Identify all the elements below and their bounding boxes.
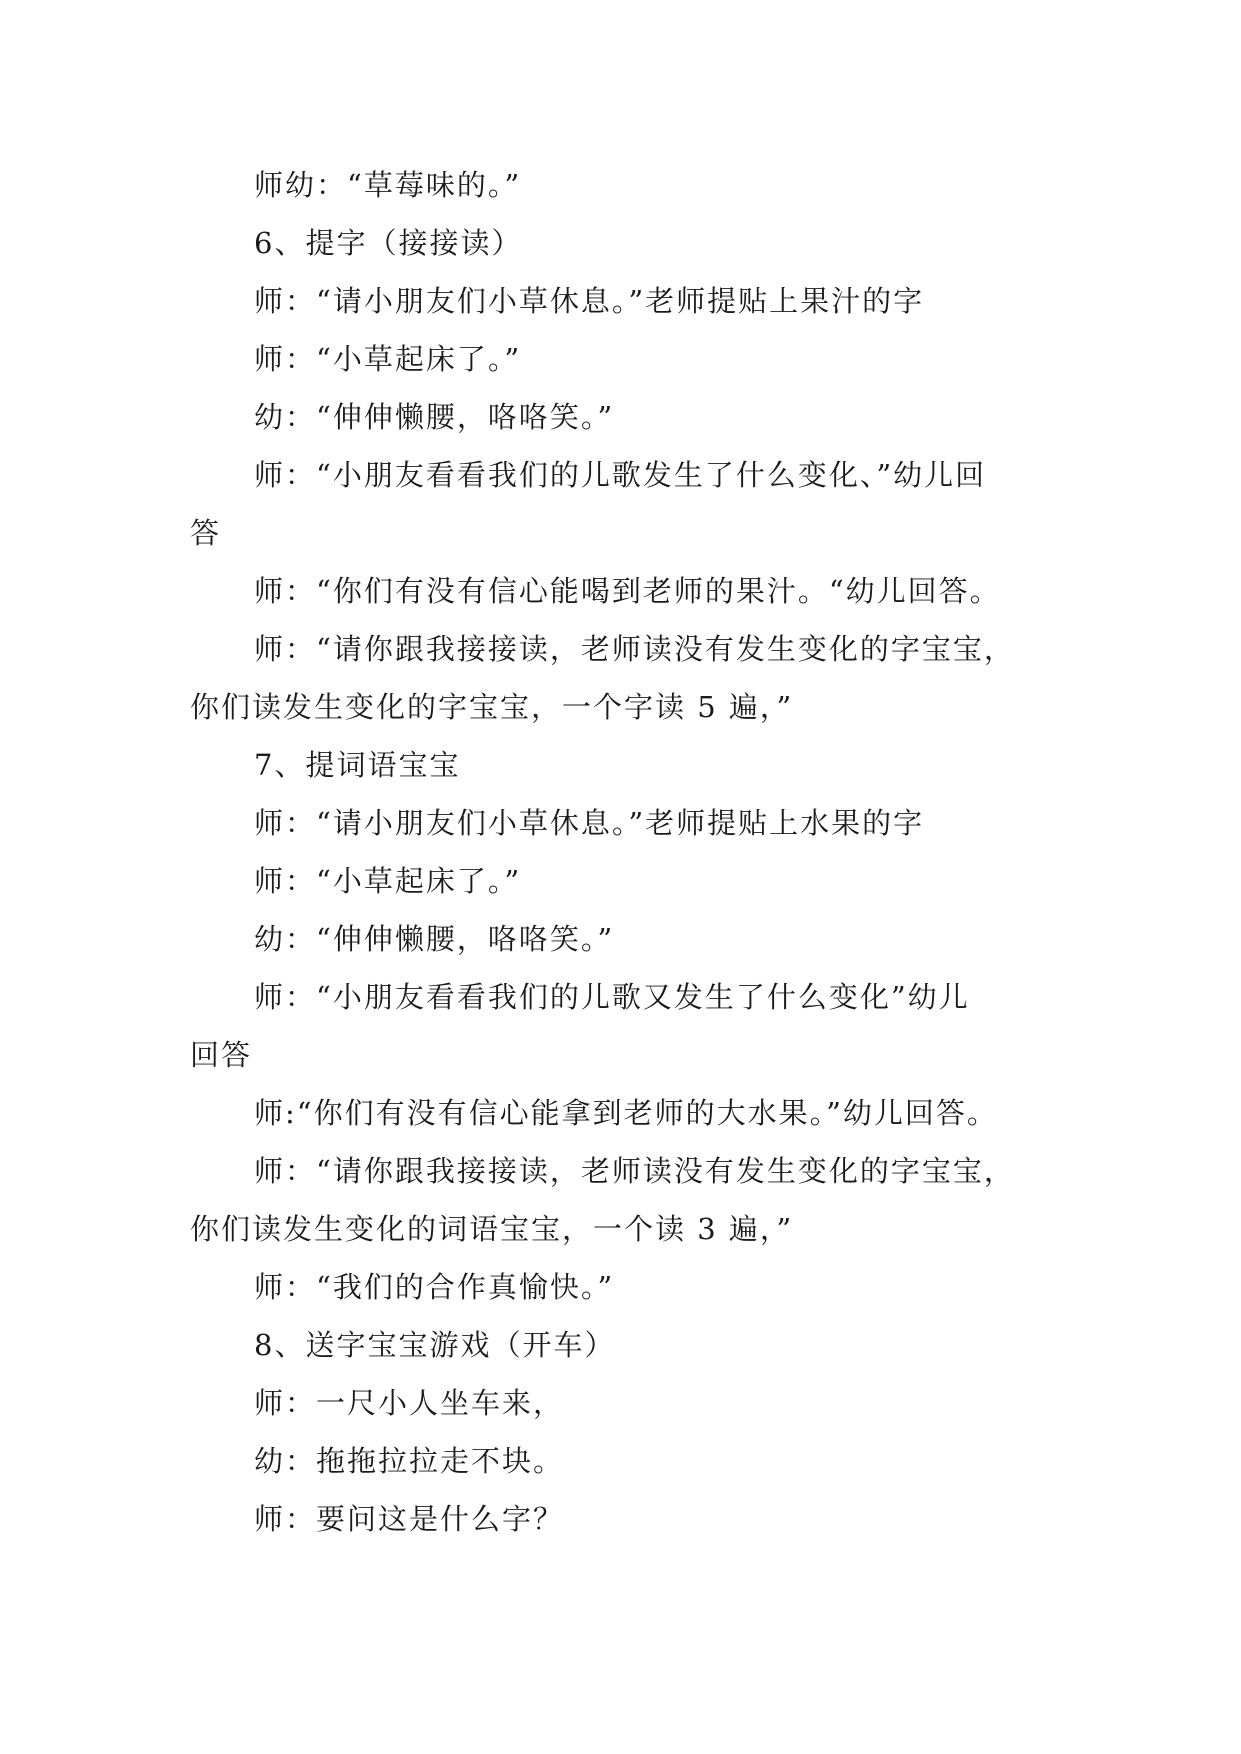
- paragraph-line: 师：一尺小人坐车来，: [254, 1386, 565, 1420]
- paragraph-line: 师：“小草起床了。”: [254, 864, 522, 898]
- section-heading-7: 7、提词语宝宝: [254, 748, 461, 782]
- paragraph-line: 师：“小朋友看看我们的儿歌又发生了什么变化”幼儿: [254, 980, 970, 1014]
- paragraph-line: 师幼：“草莓味的。”: [254, 168, 522, 202]
- paragraph-continuation: 回答: [190, 1038, 253, 1072]
- paragraph-continuation: 你们读发生变化的词语宝宝，一个读 3 遍，”: [190, 1212, 794, 1246]
- paragraph-line: 师：“请你跟我接接读，老师读没有发生变化的字宝宝，: [254, 1154, 1015, 1188]
- paragraph-line: 幼：“伸伸懒腰，咯咯笑。”: [254, 922, 615, 956]
- document-body: [190, 156, 1070, 1548]
- section-heading-8: 8、送字宝宝游戏（开车）: [254, 1328, 616, 1362]
- paragraph-continuation: 答: [190, 516, 222, 550]
- paragraph-line: 师：“请你跟我接接读，老师读没有发生变化的字宝宝，: [254, 632, 1015, 666]
- paragraph-line: 师：“小朋友看看我们的儿歌发生了什么变化、”幼儿回: [254, 458, 987, 492]
- paragraph-line: 师：“请小朋友们小草休息。”老师提贴上果汁的字: [254, 284, 925, 318]
- paragraph-line: 幼：“伸伸懒腰，咯咯笑。”: [254, 400, 615, 434]
- section-heading-6: 6、提字（接接读）: [254, 226, 523, 260]
- paragraph-continuation: 你们读发生变化的字宝宝，一个字读 5 遍，”: [190, 690, 794, 724]
- paragraph-line: 幼：拖拖拉拉走不块。: [254, 1444, 565, 1478]
- paragraph-line: 师：“请小朋友们小草休息。”老师提贴上水果的字: [254, 806, 925, 840]
- paragraph-line: 师：“我们的合作真愉快。”: [254, 1270, 615, 1304]
- paragraph-line: 师：要问这是什么字？: [254, 1502, 565, 1536]
- paragraph-line: 师：“你们有没有信心能喝到老师的果汁。“幼儿回答。: [254, 574, 1001, 608]
- paragraph-line: 师：“小草起床了。”: [254, 342, 522, 376]
- paragraph-line: 师:“你们有没有信心能拿到老师的大水果。”幼儿回答。: [254, 1096, 998, 1130]
